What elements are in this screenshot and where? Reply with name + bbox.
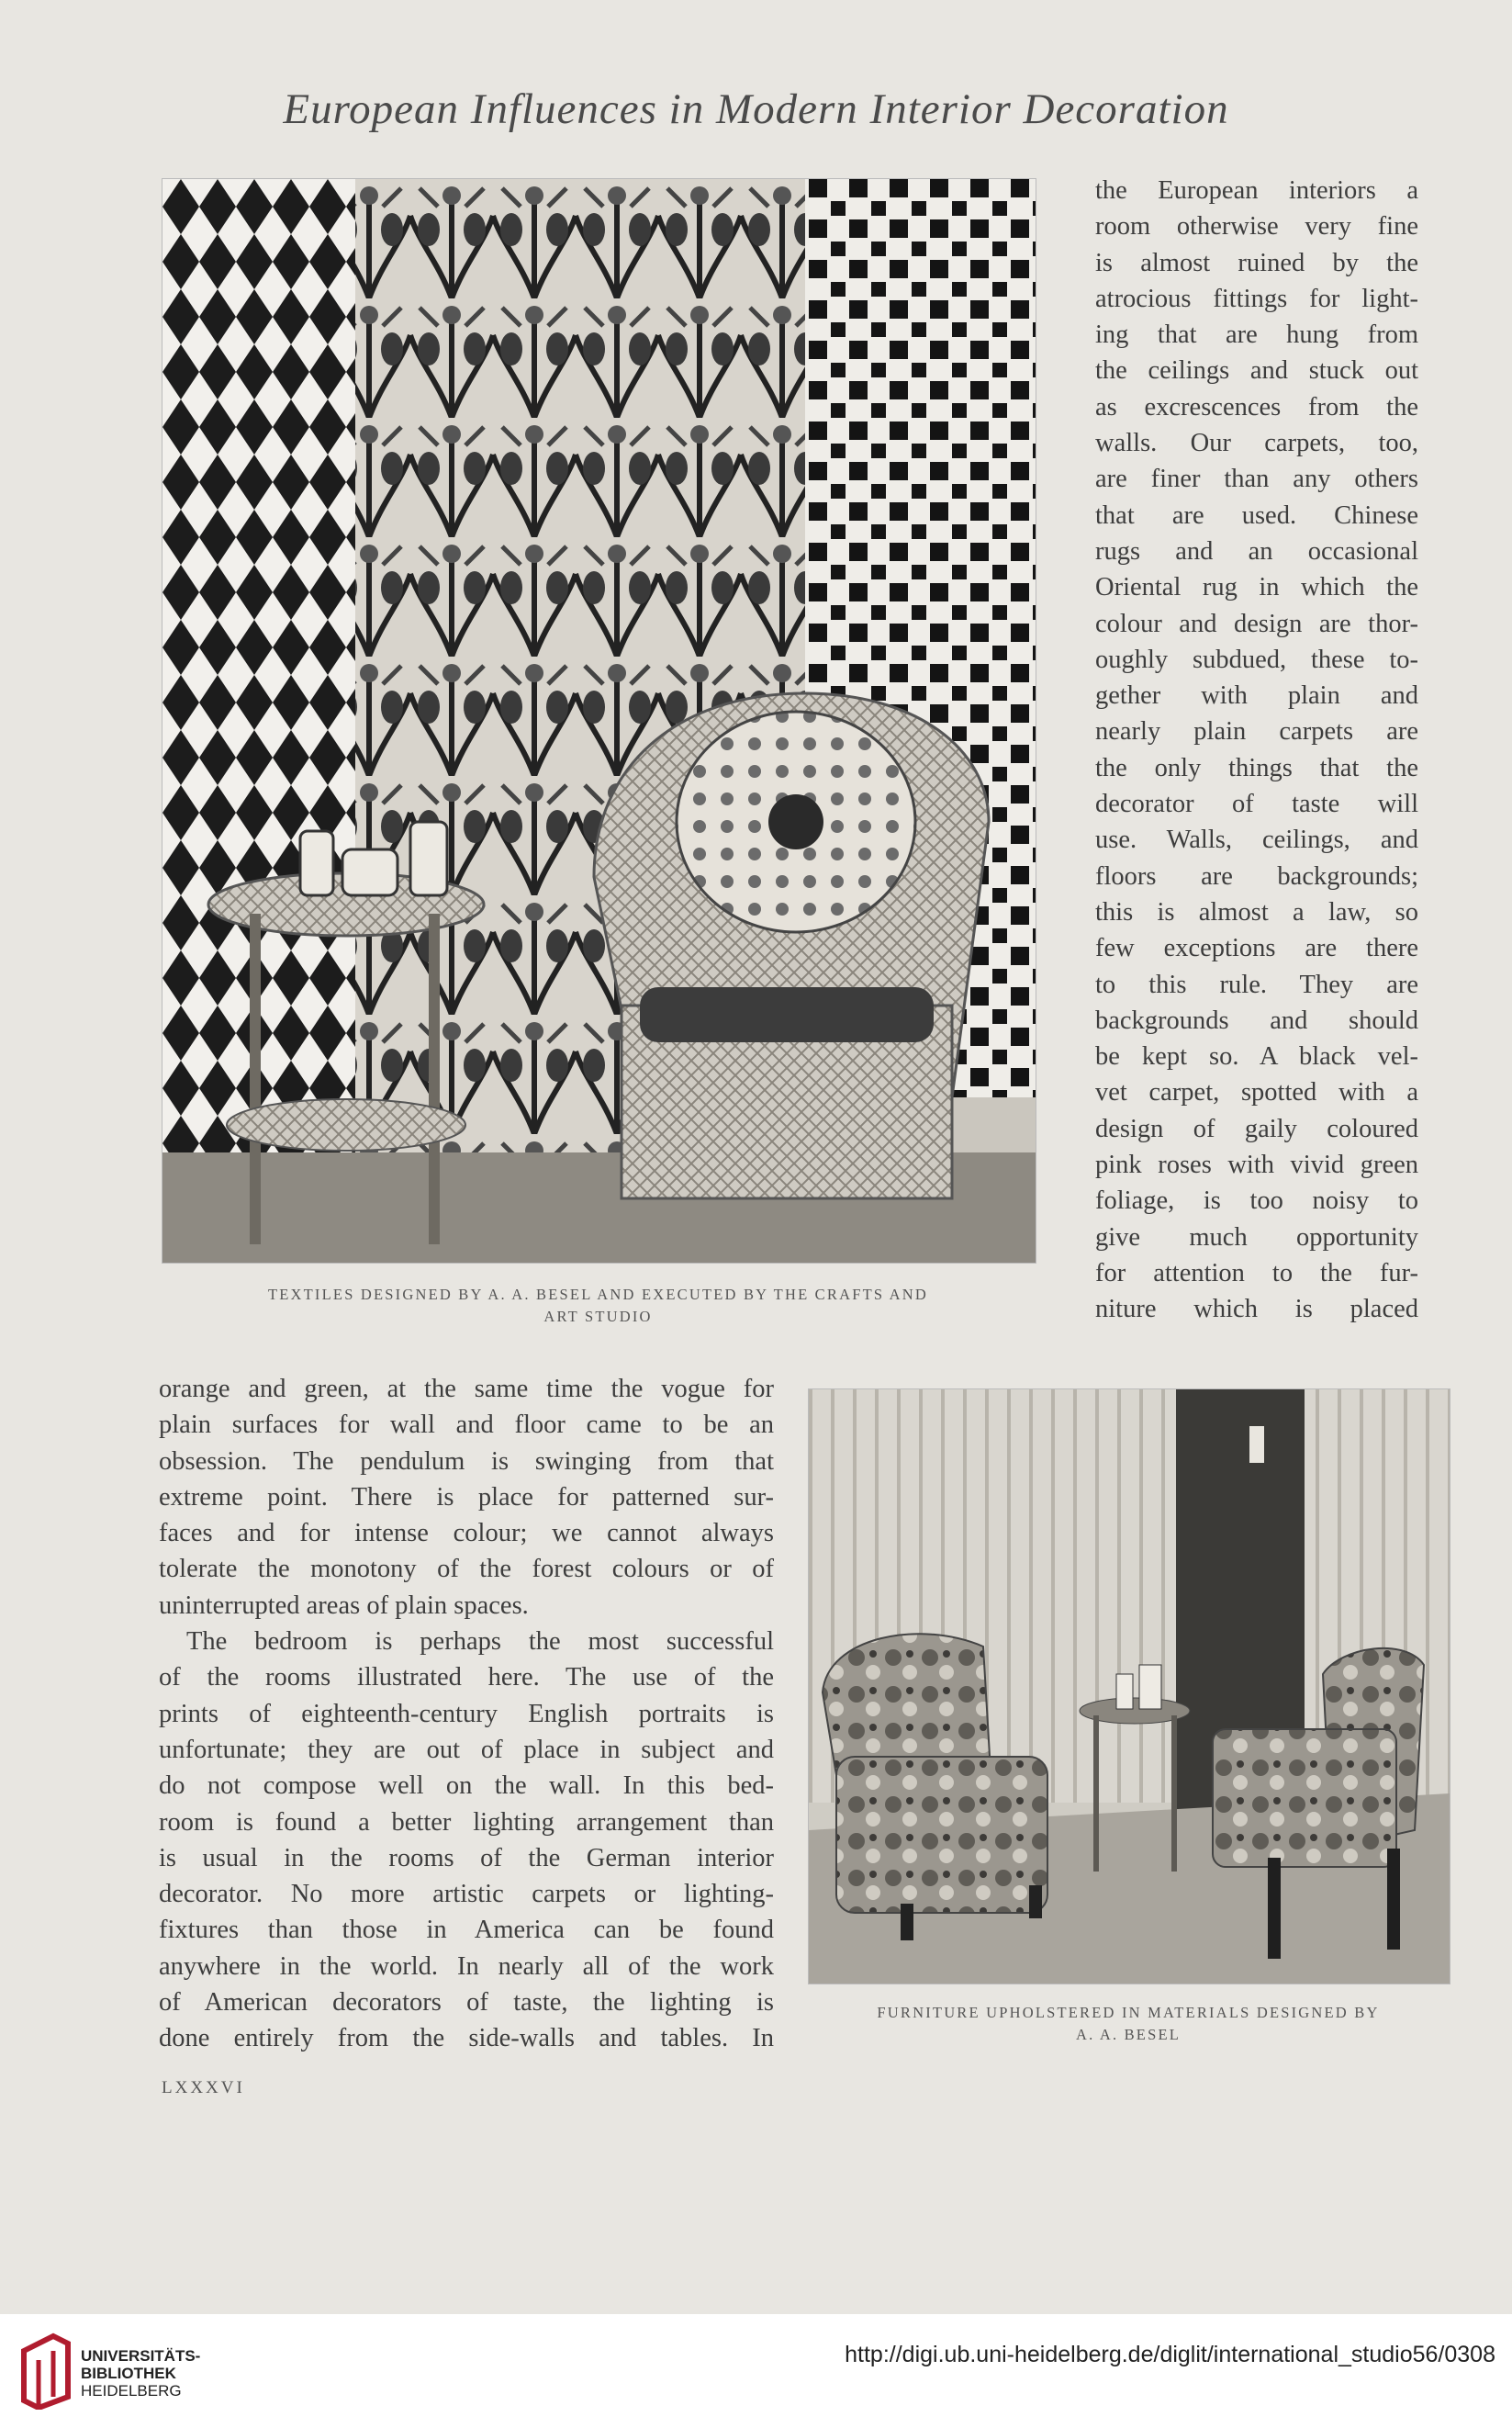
text-line: is usual in the rooms of the German interior: [159, 1843, 774, 1872]
text-line: anywhere in the world. In nearly all of the work: [159, 1951, 774, 1981]
text-line: be kept so. A black vel-: [1095, 1042, 1418, 1072]
text-line: plain surfaces for wall and floor came to be an: [159, 1411, 774, 1440]
text-line: for attention to the fur-: [1095, 1258, 1418, 1287]
textiles-photo: [162, 178, 1036, 1264]
text-line: tolerate the monotony of the forest colours or of: [159, 1555, 774, 1584]
text-line: done entirely from the side-walls and tables. In: [159, 2024, 774, 2053]
text-line: use. Walls, ceilings, and: [1095, 826, 1418, 855]
text-line: room otherwise very fine: [1095, 212, 1418, 242]
text-line: foliage, is too noisy to: [1095, 1186, 1418, 1216]
caption-line: A. A. BESEL: [1075, 2026, 1182, 2043]
text-line: atrocious fittings for light-: [1095, 284, 1418, 313]
text-line: is almost ruined by the: [1095, 248, 1418, 277]
caption-line: ART STUDIO: [543, 1308, 653, 1325]
furniture-photo: [808, 1388, 1450, 1984]
text-line: the only things that the: [1095, 753, 1418, 782]
text-line: room is found a better lighting arrangement than: [159, 1807, 774, 1837]
library-name-line: HEIDELBERG: [81, 2382, 182, 2400]
text-line: walls. Our carpets, too,: [1095, 429, 1418, 458]
text-line: colour and design are thor-: [1095, 609, 1418, 638]
text-line: fixtures than those in America can be found: [159, 1916, 774, 1945]
bottom-figure-caption: [808, 2002, 1449, 2046]
text-line: do not compose well on the wall. In this bed-: [159, 1771, 774, 1801]
text-line: uninterrupted areas of plain spaces.: [159, 1591, 529, 1620]
text-line: The bedroom is perhaps the most successful: [186, 1627, 774, 1657]
text-line: Oriental rug in which the: [1095, 573, 1418, 602]
text-line: backgrounds and should: [1095, 1006, 1418, 1035]
text-line: obsession. The pendulum is swinging from that: [159, 1446, 774, 1476]
text-line: of American decorators of taste, the lighting is: [159, 1988, 774, 2018]
text-line: extreme point. There is place for patterned sur-: [159, 1482, 774, 1512]
text-line: vet carpet, spotted with a: [1095, 1078, 1418, 1107]
text-line: decorator. No more artistic carpets or lighting-: [159, 1880, 774, 1909]
text-line: prints of eighteenth-century English portraits is: [159, 1699, 774, 1728]
library-logo-icon: [17, 2332, 73, 2414]
text-line: to this rule. They are: [1095, 970, 1418, 999]
text-line: orange and green, at the same time the vogue for: [159, 1375, 774, 1403]
text-line: pink roses with vivid green: [1095, 1151, 1418, 1180]
caption-line: TEXTILES DESIGNED BY A. A. BESEL AND EXECUTED BY THE CRAFTS AND: [267, 1286, 928, 1303]
source-url-link[interactable]: http://digi.ub.uni-heidelberg.de/diglit/international_studio56/0308: [845, 2342, 1495, 2367]
caption-line: FURNITURE UPHOLSTERED IN MATERIALS DESIGNED BY: [877, 2004, 1380, 2021]
text-line: are finer than any others: [1095, 465, 1418, 494]
right-column-text: [1095, 173, 1418, 1328]
text-line: few exceptions are there: [1095, 934, 1418, 963]
text-line: decorator of taste will: [1095, 790, 1418, 819]
library-name-line: UNIVERSITÄTS-: [81, 2347, 201, 2365]
text-line: oughly subdued, these to-: [1095, 645, 1418, 674]
text-line: rugs and an occasional: [1095, 536, 1418, 566]
text-line: that are used. Chinese: [1095, 500, 1418, 530]
text-line: this is almost a law, so: [1095, 897, 1418, 927]
text-line: give much opportunity: [1095, 1222, 1418, 1252]
text-line: unfortunate; they are out of place in subject and: [159, 1735, 774, 1764]
text-line: the European interiors a: [1095, 176, 1418, 205]
library-name: [81, 2347, 200, 2400]
text-line: floors are backgrounds;: [1095, 861, 1418, 891]
running-title: European Influences in Modern Interior Decoration: [283, 85, 1229, 133]
left-column-text: [159, 1371, 774, 2057]
text-line: nearly plain carpets are: [1095, 717, 1418, 747]
text-line: the ceilings and stuck out: [1095, 356, 1418, 386]
text-line: design of gaily coloured: [1095, 1114, 1418, 1143]
text-line: niture which is placed: [1095, 1295, 1418, 1324]
top-figure-caption: [162, 1284, 1035, 1328]
library-footer: [0, 2314, 1512, 2428]
text-line: of the rooms illustrated here. The use of the: [159, 1663, 774, 1692]
text-line: faces and for intense colour; we cannot always: [159, 1519, 774, 1548]
library-name-line: BIBLIOTHEK: [81, 2365, 176, 2382]
text-line: as excrescences from the: [1095, 392, 1418, 422]
page-number: LXXXVI: [162, 2078, 245, 2097]
text-line: ing that are hung from: [1095, 320, 1418, 350]
text-line: gether with plain and: [1095, 681, 1418, 711]
